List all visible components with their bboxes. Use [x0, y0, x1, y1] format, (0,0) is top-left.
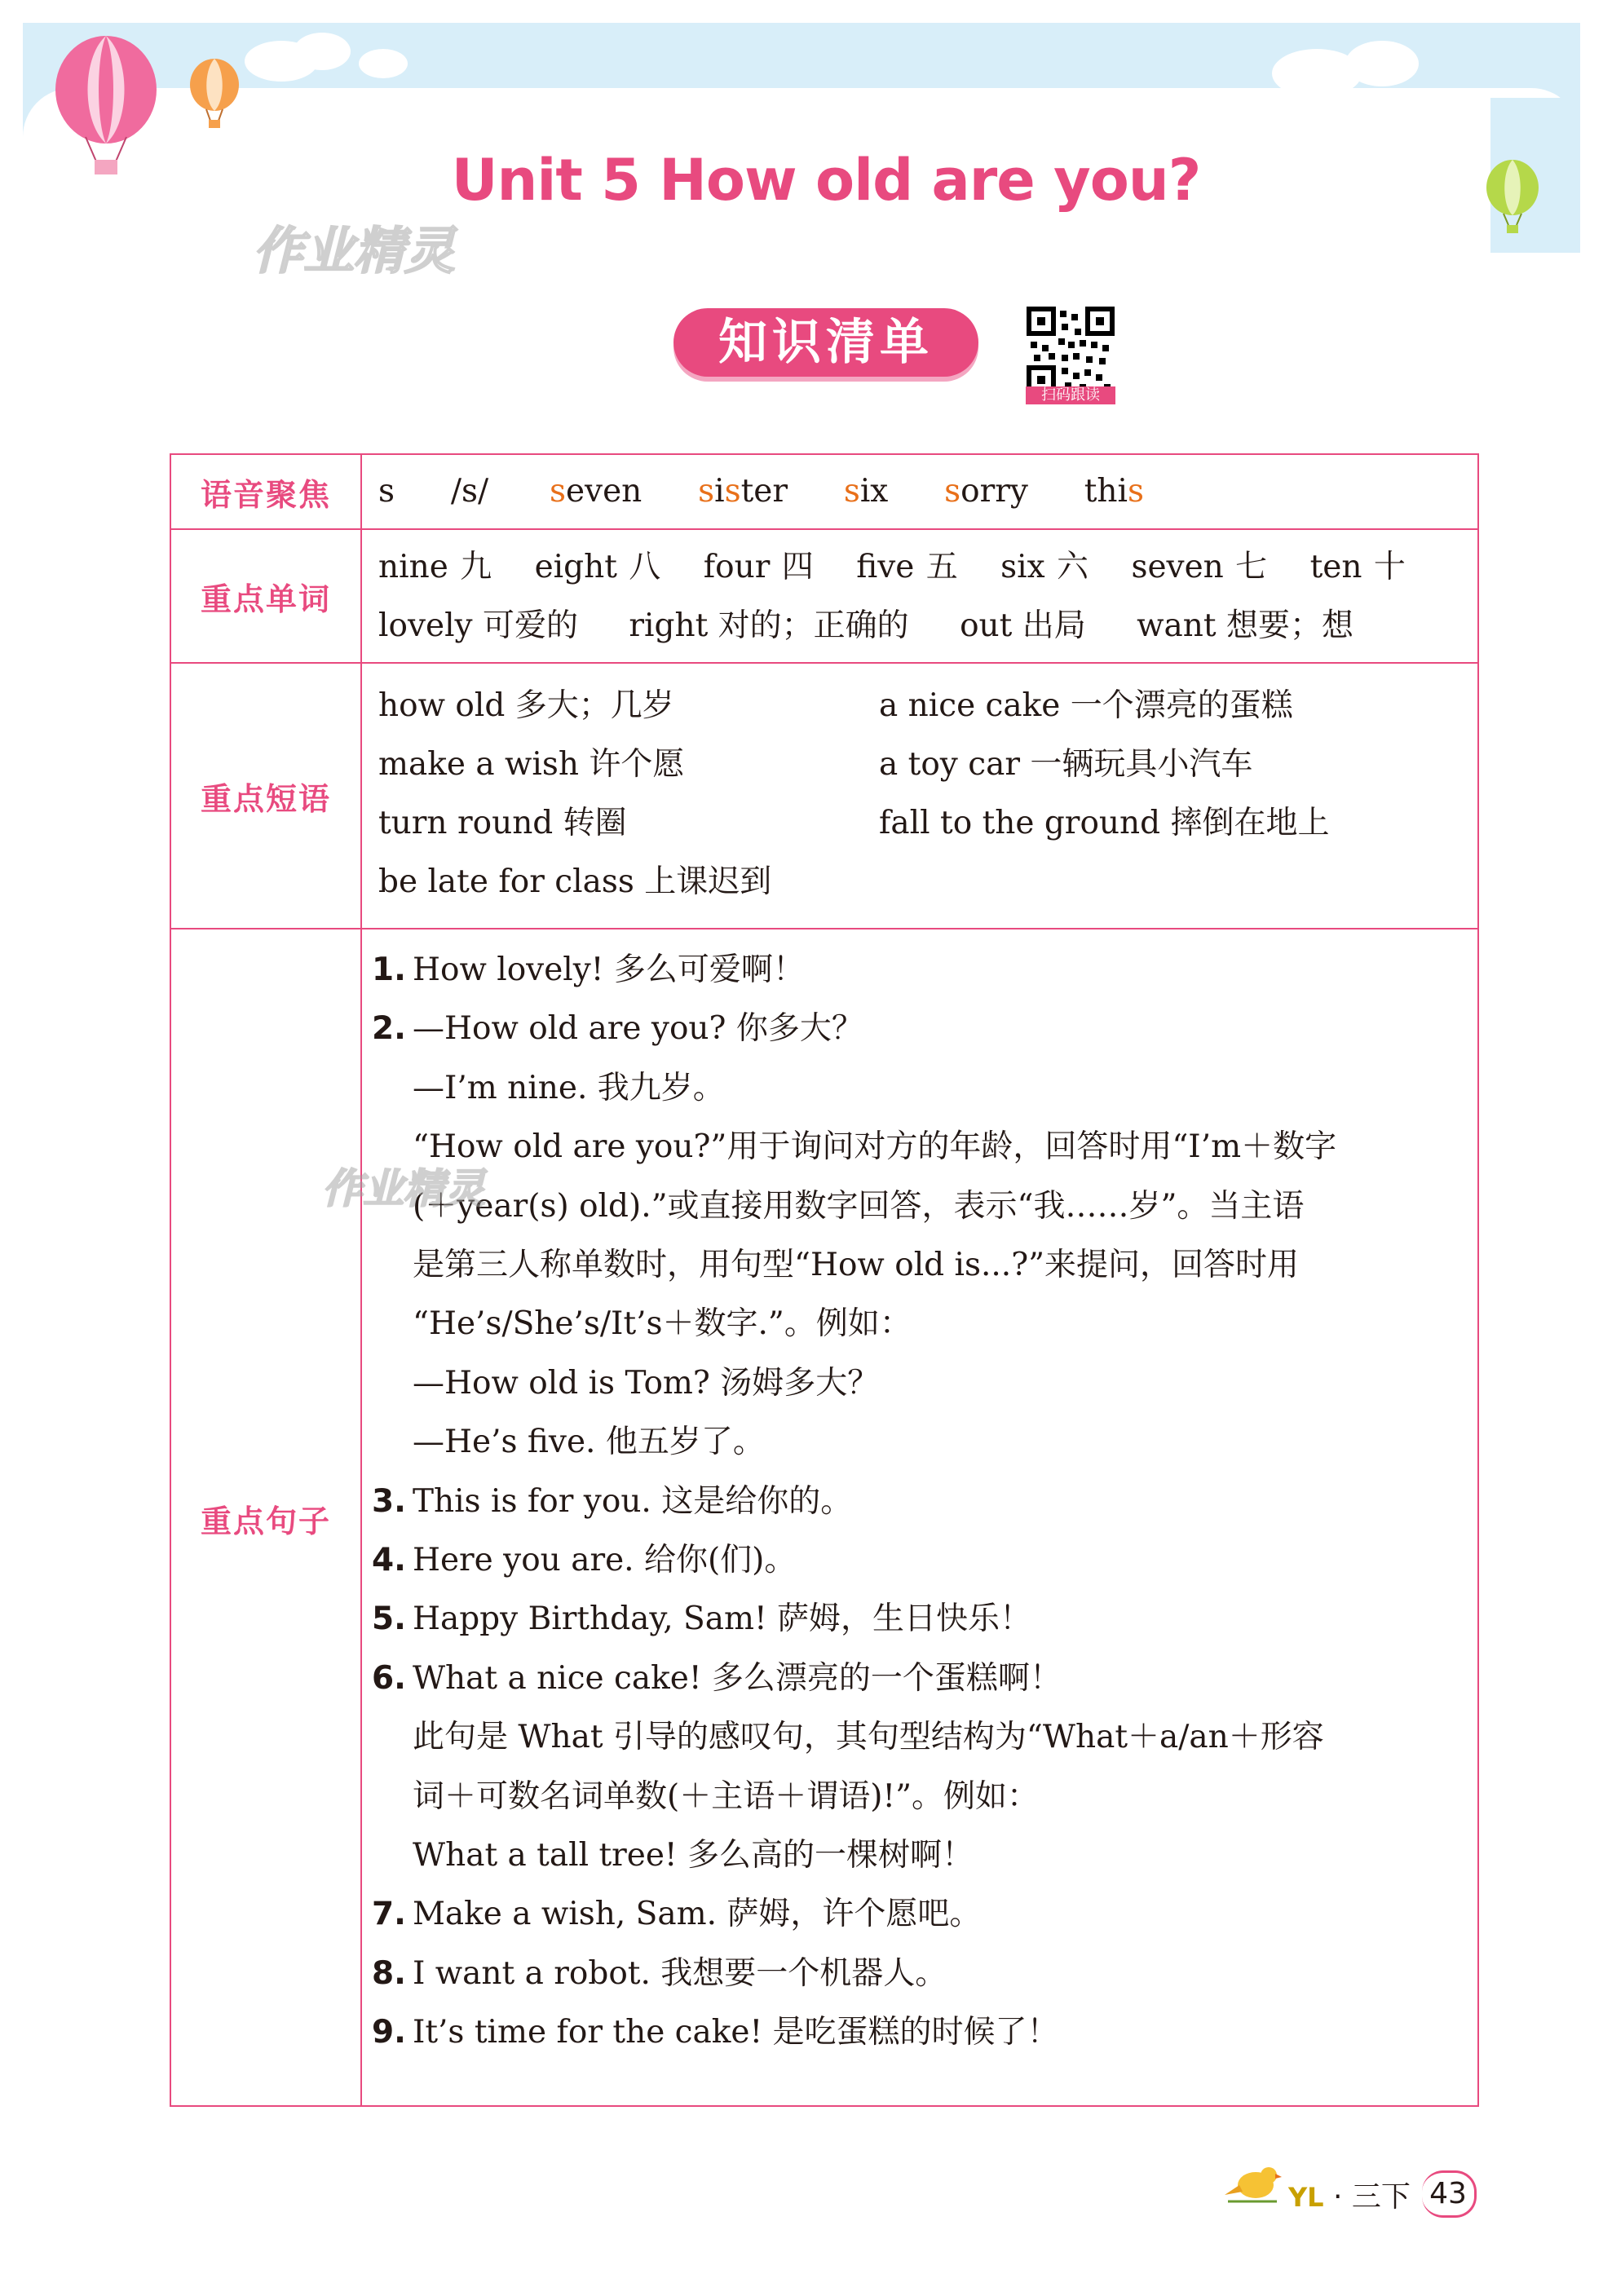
- vocab-line-1: nine 九 eight 八 four 四 five 五 six 六 seven 七 ten 十: [378, 549, 1406, 585]
- sentence-line: [372, 1653, 1062, 1698]
- sentence-number: 2.: [372, 1010, 406, 1048]
- phonics-word-seven: seven: [549, 473, 643, 510]
- vocab-label: 重点单词: [171, 530, 362, 662]
- page-number: 43: [1422, 2170, 1477, 2218]
- sentence-number: 5.: [372, 1601, 406, 1638]
- sentence-line: [413, 1416, 765, 1462]
- phonics-line: [378, 473, 1144, 510]
- unit-title: Unit 5 How old are you?: [451, 147, 1201, 214]
- sentence-number: 6.: [372, 1659, 406, 1697]
- sentence-text: This is for you. 这是给你的。: [412, 1482, 853, 1520]
- sentence-text: “He’s/She’s/It’s＋数字.”。例如：: [413, 1305, 912, 1343]
- sentence-number: 9.: [372, 2014, 406, 2051]
- sentence-number: 1.: [372, 952, 406, 988]
- sentence-text: How lovely! 多么可爱啊！: [412, 952, 805, 988]
- knowledge-table: [170, 453, 1479, 2107]
- sentence-text: —How old is Tom? 汤姆多大？: [413, 1364, 880, 1402]
- phrase-item: how old 多大；几岁: [378, 687, 674, 724]
- sentence-number: 8.: [372, 1954, 406, 1992]
- sentence-line: [372, 1476, 852, 1521]
- sentence-text: “How old are you?”用于询问对方的年龄，回答时用“I’m＋数字: [413, 1128, 1337, 1166]
- sentences-row: [171, 928, 1477, 2107]
- watermark: 作业精灵: [253, 221, 456, 280]
- sentence-text: —How old are you? 你多大？: [412, 1010, 863, 1048]
- sentence-text: 此句是 What 引导的感叹句，其句型结构为“What＋a/an＋形容: [413, 1719, 1324, 1756]
- phrase-item: a toy car 一辆玩具小汽车: [879, 746, 1253, 783]
- phrases-label: 重点短语: [171, 664, 362, 928]
- sentence-text: —I’m nine. 我九岁。: [413, 1069, 725, 1106]
- sentence-line: [413, 1771, 1039, 1817]
- cloud-decoration: [359, 49, 408, 78]
- phonics-word-six: six: [843, 473, 889, 510]
- vocab-line-2: lovely 可爱的 right 对的；正确的 out 出局 want 想要；想: [378, 607, 1353, 644]
- sentence-number: 4.: [372, 1542, 406, 1578]
- sentence-line: [372, 1534, 796, 1580]
- section-badge: 知识清单: [673, 308, 978, 377]
- sentence-text: 词＋可数名词单数(＋主语＋谓语)!”。例如：: [413, 1777, 1040, 1815]
- sentence-line: [372, 2007, 1059, 2052]
- qr-caption: 扫码跟读: [1026, 386, 1115, 404]
- phonics-word-sorry: sorry: [944, 473, 1028, 510]
- phrase-item: fall to the ground 摔倒在地上: [879, 805, 1330, 841]
- orange-balloon-icon: [186, 59, 243, 132]
- sentence-text: 是第三人称单数时，用句型“How old is...?”来提问，回答时用: [413, 1247, 1300, 1283]
- phonics-label: 语音聚焦: [171, 455, 362, 528]
- phrase-item: a nice cake 一个漂亮的蛋糕: [879, 687, 1293, 724]
- sentence-text: It’s time for the cake! 是吃蛋糕的时候了！: [412, 2014, 1059, 2051]
- phonics-word-this: this: [1084, 473, 1145, 510]
- sentence-text: What a tall tree! 多么高的一棵树啊！: [413, 1837, 974, 1874]
- phonics-letter: s: [378, 473, 395, 510]
- cloud-decoration: [294, 33, 351, 70]
- sentences-label: 重点句子: [171, 929, 362, 2107]
- phrase-item: be late for class 上课迟到: [378, 863, 772, 900]
- sentence-text: Happy Birthday, Sam! 萨姆，生日快乐！: [412, 1601, 1032, 1638]
- sentence-text: What a nice cake! 多么漂亮的一个蛋糕啊！: [412, 1659, 1062, 1697]
- phrases-content: [378, 664, 1461, 928]
- sentence-text: Make a wish, Sam. 萨姆，许个愿吧。: [412, 1896, 982, 1933]
- vocab-content: [378, 530, 1461, 662]
- sentence-line: [372, 1593, 1031, 1639]
- sentence-text: I want a robot. 我想要一个机器人。: [412, 1954, 947, 1992]
- footer-brand: YL: [1288, 2182, 1324, 2213]
- sentence-line: [413, 1298, 912, 1344]
- phonics-content: [378, 455, 1461, 528]
- sentence-line: [413, 1181, 1304, 1226]
- phrase-item: make a wish 许个愿: [378, 746, 685, 783]
- sentence-line: [413, 1711, 1324, 1757]
- sentence-text: —He’s five. 他五岁了。: [413, 1424, 765, 1461]
- sentence-text: (＋year(s) old).”或直接用数字回答，表示“我……岁”。当主语: [413, 1187, 1305, 1225]
- sentence-number: 7.: [372, 1896, 406, 1933]
- sentence-line: [413, 1239, 1299, 1285]
- sentence-line: [413, 1062, 725, 1108]
- sentence-line: [372, 1003, 863, 1049]
- sentence-text: Here you are. 给你(们)。: [412, 1542, 797, 1578]
- phonics-ipa: /s/: [450, 473, 489, 510]
- footer-grade: YL · 三下: [1288, 2180, 1411, 2214]
- sentence-line: [413, 1121, 1336, 1167]
- sentence-line: [372, 1888, 981, 1934]
- phonics-word-sister: sister: [698, 473, 788, 510]
- sentence-number: 3.: [372, 1482, 406, 1520]
- phrases-row: [171, 662, 1477, 928]
- bird-icon: [1223, 2156, 1282, 2206]
- vocab-row: [171, 528, 1477, 662]
- sentences-content: [372, 929, 1461, 2107]
- cloud-decoration: [1345, 41, 1419, 86]
- sentence-line: [413, 1358, 879, 1403]
- sentence-line: [372, 944, 805, 990]
- phrase-item: turn round 转圈: [378, 805, 627, 841]
- watermark: 作业精灵: [322, 1165, 485, 1212]
- phonics-row: [171, 455, 1477, 528]
- sentence-line: [372, 1948, 947, 1994]
- sentence-line: [413, 1830, 974, 1875]
